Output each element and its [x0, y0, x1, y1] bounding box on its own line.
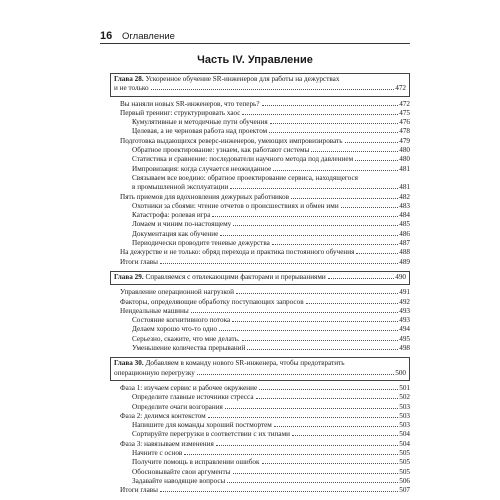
- chapter-title: Глава 29. Справляемся с отвлекающими факторами и прерываниями: [114, 272, 326, 281]
- toc-entry: [110, 421, 410, 430]
- entry-title: операционную перегрузку: [114, 368, 195, 377]
- page-ref: 506: [399, 476, 410, 485]
- dot-leader: [256, 398, 399, 399]
- page-ref: 484: [399, 211, 410, 220]
- dot-leader: [233, 225, 398, 226]
- page-ref: 480: [399, 155, 410, 164]
- dot-leader: [273, 170, 398, 171]
- toc-entry: [110, 258, 410, 267]
- dot-leader: [306, 303, 399, 304]
- entry-title: Вы наняли новых SR-инженеров, что теперь?: [120, 99, 260, 108]
- dot-leader: [233, 473, 399, 474]
- entry-title: Обратное проектирование: узнаем, как работают системы: [132, 146, 310, 155]
- page-ref: 489: [399, 257, 410, 266]
- page-ref: 488: [399, 248, 410, 257]
- toc-entry: [110, 403, 410, 412]
- page-ref: 475: [399, 108, 410, 117]
- entry-title: Целевая, а не черновая работа над проектом: [132, 127, 268, 136]
- entry-title: На дежурстве и не только: обряд перехода и практика постоянного обучения: [120, 248, 355, 257]
- entry-title: Импровизация: когда случается неожиданное: [132, 164, 272, 173]
- toc-entry: [110, 458, 410, 467]
- page-ref: 492: [399, 297, 410, 306]
- toc-entry: [110, 440, 410, 449]
- entry-title: Итоги главы: [120, 257, 159, 266]
- table-of-contents: [110, 73, 410, 495]
- page-ref: 483: [399, 201, 410, 210]
- entry-title: Делаем хорошо что-то одно: [132, 325, 218, 334]
- toc-entry: [110, 155, 410, 164]
- entry-title: Периодически проводите теневые дежурства: [132, 239, 270, 248]
- chapter-heading: [114, 75, 406, 84]
- entry-title: Фаза 2: делимся контекстом: [120, 411, 206, 420]
- page-ref: 482: [399, 192, 410, 201]
- page-ref: 472: [395, 84, 406, 93]
- chapter-label: Глава 28.: [114, 75, 144, 83]
- toc-entry: [110, 220, 410, 229]
- toc-entry: [110, 449, 410, 458]
- entry-title: Управление операционной нагрузкой: [120, 288, 234, 297]
- entry-title: Катастрофа: ролевая игра: [132, 211, 211, 220]
- entry-title: Задавайте наводящие вопросы: [132, 476, 226, 485]
- page-ref: 500: [395, 368, 406, 377]
- toc-entry: [110, 193, 410, 202]
- page-ref: 495: [399, 334, 410, 343]
- toc-entry: [110, 137, 410, 146]
- dot-leader: [247, 349, 398, 350]
- page-header: [100, 30, 410, 44]
- page-ref: 493: [399, 316, 410, 325]
- entry-title: Охотники за сбоями: чтение отчетов о происшествиях и обмен ими: [132, 201, 339, 210]
- toc-entry: [110, 412, 410, 421]
- entry-title: Неидеальные машины: [120, 306, 189, 315]
- dot-leader: [191, 312, 399, 313]
- part-title: Часть IV. Управление: [197, 54, 313, 66]
- toc-entry: [110, 174, 410, 183]
- dot-leader: [269, 132, 398, 133]
- dot-leader: [160, 491, 398, 492]
- dot-leader: [227, 482, 398, 483]
- dot-leader: [355, 160, 398, 161]
- toc-entry: [110, 486, 410, 495]
- toc-entry: [110, 298, 410, 307]
- toc-entry: [110, 211, 410, 220]
- page-ref: 485: [399, 220, 410, 229]
- entry-title: Уменьшение количества прерываний: [132, 344, 246, 353]
- entry-title: Начните с основ: [132, 448, 183, 457]
- toc-entry: [110, 344, 410, 353]
- entry-title: Факторы, определяющие обработку поступающих запросов: [120, 297, 304, 306]
- entry-title: Ломаем и чиним по-настоящему: [132, 220, 232, 229]
- chapter-heading-cont: [114, 84, 406, 93]
- entry-title: Серьезно, скажите, что мне делать.: [132, 334, 240, 343]
- toc-entry: [110, 468, 410, 477]
- toc-entry: [110, 335, 410, 344]
- entry-title: Фаза 1: изучаем сервис и рабочее окружение: [120, 383, 258, 392]
- page-ref: 493: [399, 306, 410, 315]
- page-ref: 480: [399, 146, 410, 155]
- page-ref: 481: [399, 164, 410, 173]
- chapter-label: Глава 30.: [114, 359, 144, 368]
- entry-title: Определите главные источники стресса: [132, 393, 254, 402]
- toc-entry: [110, 316, 410, 325]
- dot-leader: [262, 105, 399, 106]
- toc-entry: [110, 127, 410, 136]
- toc-entry: [110, 183, 410, 192]
- running-title: Оглавление: [122, 31, 175, 42]
- entry-title: Кумулятивные и методичные пути обучения: [132, 118, 268, 127]
- toc-entry: [110, 248, 410, 257]
- dot-leader: [242, 340, 399, 341]
- dot-leader: [232, 321, 398, 322]
- toc-entry: [110, 146, 410, 155]
- page-ref: 507: [399, 486, 410, 495]
- page-ref: 505: [399, 448, 410, 457]
- page-ref: 491: [399, 288, 410, 297]
- dot-leader: [220, 235, 398, 236]
- page-ref: 505: [399, 458, 410, 467]
- dot-leader: [341, 207, 399, 208]
- dot-leader: [212, 216, 398, 217]
- toc-entry: [110, 307, 410, 316]
- entry-title: Напишите для команды хороший постмортем: [132, 421, 272, 430]
- toc-entry: [110, 477, 410, 486]
- chapter-label: Глава 29.: [114, 272, 144, 281]
- dot-leader: [311, 151, 398, 152]
- dot-leader: [216, 445, 398, 446]
- toc-entry: [110, 239, 410, 248]
- page-ref: 505: [399, 467, 410, 476]
- dot-leader: [230, 188, 398, 189]
- dot-leader: [225, 408, 398, 409]
- chapter-heading: [114, 273, 406, 282]
- dot-leader: [242, 114, 398, 115]
- entry-title: Подготовка выдающихся реверс-инженеров, умеющих импровизировать: [120, 136, 343, 145]
- toc-entry: [110, 100, 410, 109]
- dot-leader: [345, 142, 399, 143]
- dot-leader: [236, 293, 398, 294]
- page-ref: 479: [399, 136, 410, 145]
- page-ref: 486: [399, 229, 410, 238]
- page-ref: 481: [399, 183, 410, 192]
- dot-leader: [328, 278, 394, 279]
- page-ref: 504: [399, 430, 410, 439]
- dot-leader: [197, 374, 394, 375]
- entry-title: в промышленной эксплуатации: [132, 183, 229, 192]
- dot-leader: [184, 454, 398, 455]
- dot-leader: [259, 389, 398, 390]
- chapter-title: Добавляем в команду нового SR-инженера, чтобы предотвратить: [143, 359, 345, 368]
- entry-title: Сортируйте перегрузки в соответствии с их типами: [132, 430, 291, 439]
- dot-leader: [356, 253, 398, 254]
- entry-title: Статистика и сравнение: последователи научного метода под давлением: [132, 155, 354, 164]
- entry-title: Связываем все воедино: обратное проектирование сервиса, находящегося: [132, 173, 358, 182]
- toc-entry: [110, 384, 410, 393]
- dot-leader: [262, 463, 399, 464]
- toc-entry: [110, 165, 410, 174]
- page-ref: 503: [399, 421, 410, 430]
- toc-entry: [110, 230, 410, 239]
- page-ref: 498: [399, 344, 410, 353]
- entry-title: Фаза 3: навязываем изменения: [120, 439, 214, 448]
- page-ref: 476: [399, 118, 410, 127]
- chapter-title: Ускоренное обучение SR-инженеров для работы на дежурствах: [143, 75, 340, 83]
- dot-leader: [292, 435, 398, 436]
- dot-leader: [291, 198, 398, 199]
- toc-entry: [110, 109, 410, 118]
- dot-leader: [160, 263, 398, 264]
- page-ref: 478: [399, 127, 410, 136]
- chapter-heading-cont: [114, 369, 406, 378]
- toc-entry: [110, 202, 410, 211]
- entry-title: Получите помощь в исправлении ошибок: [132, 458, 260, 467]
- dot-leader: [270, 123, 399, 124]
- entry-title: Итоги главы: [120, 486, 159, 495]
- entry-title: Определите очаги возгорания: [132, 402, 223, 411]
- entry-title: Пять приемов для вдохновления дежурных работников: [120, 192, 290, 201]
- page-ref: 490: [395, 272, 406, 281]
- toc-entry: [110, 393, 410, 402]
- page-ref: 487: [399, 239, 410, 248]
- chapter-block: [110, 271, 410, 285]
- dot-leader: [151, 89, 395, 90]
- entry-title: Состояние когнитивного потока: [132, 316, 231, 325]
- page-ref: 503: [399, 402, 410, 411]
- entry-title: Первый тренинг: структурировать хаос: [120, 108, 241, 117]
- toc-entry: [110, 325, 410, 334]
- chapter-block: [110, 73, 410, 97]
- dot-leader: [208, 417, 399, 418]
- dot-leader: [219, 330, 398, 331]
- toc-entry: [110, 430, 410, 439]
- entry-title: и не только: [114, 84, 149, 93]
- page-ref: 472: [399, 99, 410, 108]
- toc-entry: [110, 118, 410, 127]
- page-ref: 503: [399, 411, 410, 420]
- dot-leader: [274, 426, 398, 427]
- chapter-block: [110, 357, 410, 381]
- page-ref: 501: [399, 383, 410, 392]
- toc-entry: [110, 288, 410, 297]
- entry-title: Обосновывайте свои аргументы: [132, 467, 231, 476]
- page-ref: 502: [399, 393, 410, 402]
- page-number: 16: [100, 30, 113, 42]
- chapter-heading: [114, 359, 406, 368]
- page-ref: 504: [399, 439, 410, 448]
- page-ref: 494: [399, 325, 410, 334]
- dot-leader: [272, 244, 398, 245]
- entry-title: Документация как обучение: [132, 229, 219, 238]
